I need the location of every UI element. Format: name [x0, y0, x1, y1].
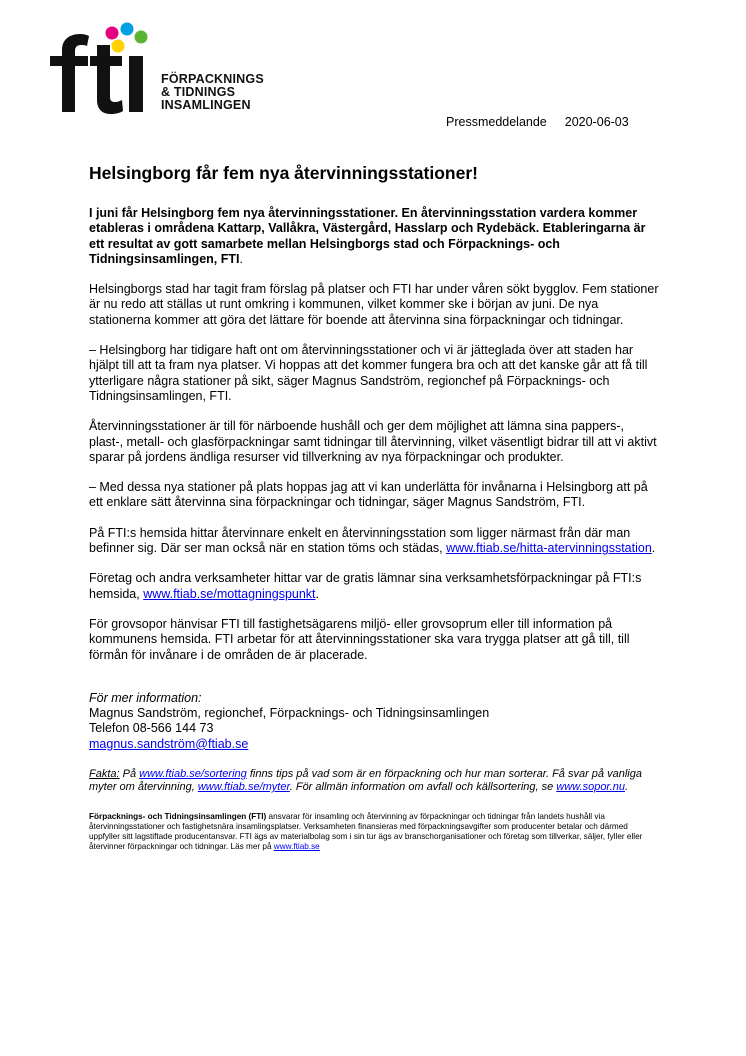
paragraph-6-end: . — [315, 586, 320, 601]
lead-bold: I juni får Helsingborg fem nya återvinningsstationer. En återvinningsstation vardera kommer etableras i områdena Kattarp, Vallåkra, Västergård, Hasslarp och Rydebäck. Etableringarna är ett resultat av gott samarbete mellan Helsingborgs stad och Förpacknings- och Tidningsinsamlingen, FTI — [89, 206, 646, 266]
paragraph-3: Återvinningsstationer är till för närboende hushåll och ger dem möjlighet att lämna sina pappers-, plast-, metall- och glasförpackningar samt tidningar till återvinning, vilket väsentligt bidrar till att vi aktivt sparar på jordens ändliga resurser vid tillverkning av nya förpackningar och produkter. — [89, 419, 657, 464]
footer-org-name: Förpacknings- och Tidningsinsamlingen (FTI) — [89, 812, 267, 822]
logo-wordmark — [161, 73, 264, 112]
hitta-atervinningsstation-link[interactable]: www.ftiab.se/hitta-atervinningsstation — [446, 541, 652, 556]
paragraph-5 — [89, 526, 659, 557]
logo-line-2: & TIDNINGS — [161, 85, 236, 99]
lead-paragraph — [89, 206, 659, 267]
sortering-link[interactable]: www.ftiab.se/sortering — [139, 768, 247, 781]
paragraph-2: – Helsingborg har tidigare haft ont om återvinningsstationer och vi är jätteglada över att staden har hjälpt till att ta fram nya platser. Vi hoppas att det kommer fungera bra och att det kanske går att få till ytterligare några stationer på sikt, säger Magnus Sandström, regionchef på Förpacknings- och Tidningsinsamlingen, FTI. — [89, 343, 648, 403]
paragraph-6 — [89, 571, 659, 602]
logo-letter-i — [129, 56, 143, 112]
fakta-text-2: finns tips på vad som är en förpackning och hur man sorterar. Få svar på vanliga myter om återvinning, — [89, 768, 642, 794]
logo-dot-green — [135, 31, 148, 44]
logo-letter-t — [90, 45, 123, 114]
fti-logo-mark — [48, 20, 168, 116]
footer-ftiab-link[interactable]: www.ftiab.se — [273, 842, 320, 852]
contact-label: För mer information: — [89, 690, 202, 705]
contact-name: Magnus Sandström, regionchef, Förpacknings- och Tidningsinsamlingen — [89, 706, 490, 721]
paragraph-1: Helsingborgs stad har tagit fram förslag på platser och FTI har under våren sökt bygglov. Fem stationer är nu redo att ställas ut runt omkring i kommunen, vilket kommer ske i början av juni. De nya stationerna kommer att göra det lättare för boende att återvinna sina förpackningar och tidningar. — [89, 282, 659, 327]
fakta-block — [89, 768, 659, 794]
press-date: 2020-06-03 — [564, 115, 629, 129]
paragraph-5-text: På FTI:s hemsida hittar återvinnare enkelt en återvinningsstation som ligger närmast från där man befinner sig. Där ser man också när en station töms och städas, — [89, 525, 631, 556]
press-type: Pressmeddelande — [446, 115, 547, 129]
logo-dot-yellow — [112, 40, 125, 53]
paragraph-7: För grovsopor hänvisar FTI till fastighetsägarens miljö- eller grovsoprum eller till information på kommunens hemsida. FTI arbetar för att återvinningsstationer ska vara trygga platser att gå till, till förmån för invånare i de områden de är placerade. — [89, 616, 630, 662]
contact-email-link[interactable]: magnus.sandström@ftiab.se — [89, 736, 249, 751]
logo-line-3: INSAMLINGEN — [161, 98, 251, 112]
fakta-text-3: . För allmän information om avfall och källsortering, se — [289, 781, 557, 794]
logo-dot-blue — [121, 23, 134, 36]
myter-link[interactable]: www.ftiab.se/myter — [197, 781, 290, 794]
fakta-text-1: På — [119, 768, 140, 781]
logo-line-1: FÖRPACKNINGS — [161, 72, 264, 86]
fakta-text-4: . — [624, 781, 629, 794]
fakta-label: Fakta: — [89, 768, 120, 781]
paragraph-4: – Med dessa nya stationer på plats hoppas jag att vi kan underlätta för invånarna i Helsingborg att på ett enklare sätt återvinna sina förpackningar och tidningar, säger Magnus Sandström, FTI. — [89, 480, 648, 510]
article-body — [89, 206, 659, 867]
logo-letter-f — [50, 34, 89, 112]
fti-logo — [48, 20, 288, 120]
sopor-link[interactable]: www.sopor.nu — [556, 781, 625, 794]
contact-block — [89, 691, 659, 752]
paragraph-5-end: . — [651, 541, 656, 556]
footer-text: ansvarar för insamling och återvinning av förpackningar och tidningar från landets hushåll via återvinningsstationer och fastighetsnära insamlingsplatser. Verksamheten finansieras med förpackningsavgifter som producenter betalar och därmed uppfyller sitt lagstiftade producentansvar. FTI ägs av materialbolag som i sin tur ägs av branschorganisationer och företag som tillverkar, säljer, fyller eller återvinner förpackningar och tidningar. Läs mer på — [89, 812, 643, 852]
footer-about — [89, 812, 649, 852]
page-title: Helsingborg får fem nya återvinningsstationer! — [89, 163, 478, 183]
press-header — [446, 115, 629, 129]
mottagningspunkt-link[interactable]: www.ftiab.se/mottagningspunkt — [143, 586, 316, 601]
lead-end: . — [239, 251, 243, 266]
contact-phone: Telefon 08-566 144 73 — [89, 721, 214, 736]
logo-dot-pink — [106, 27, 119, 40]
paragraph-6-text: Företag och andra verksamheter hittar var de gratis lämnar sina verksamhetsförpackningar på FTI:s hemsida, — [89, 571, 642, 601]
